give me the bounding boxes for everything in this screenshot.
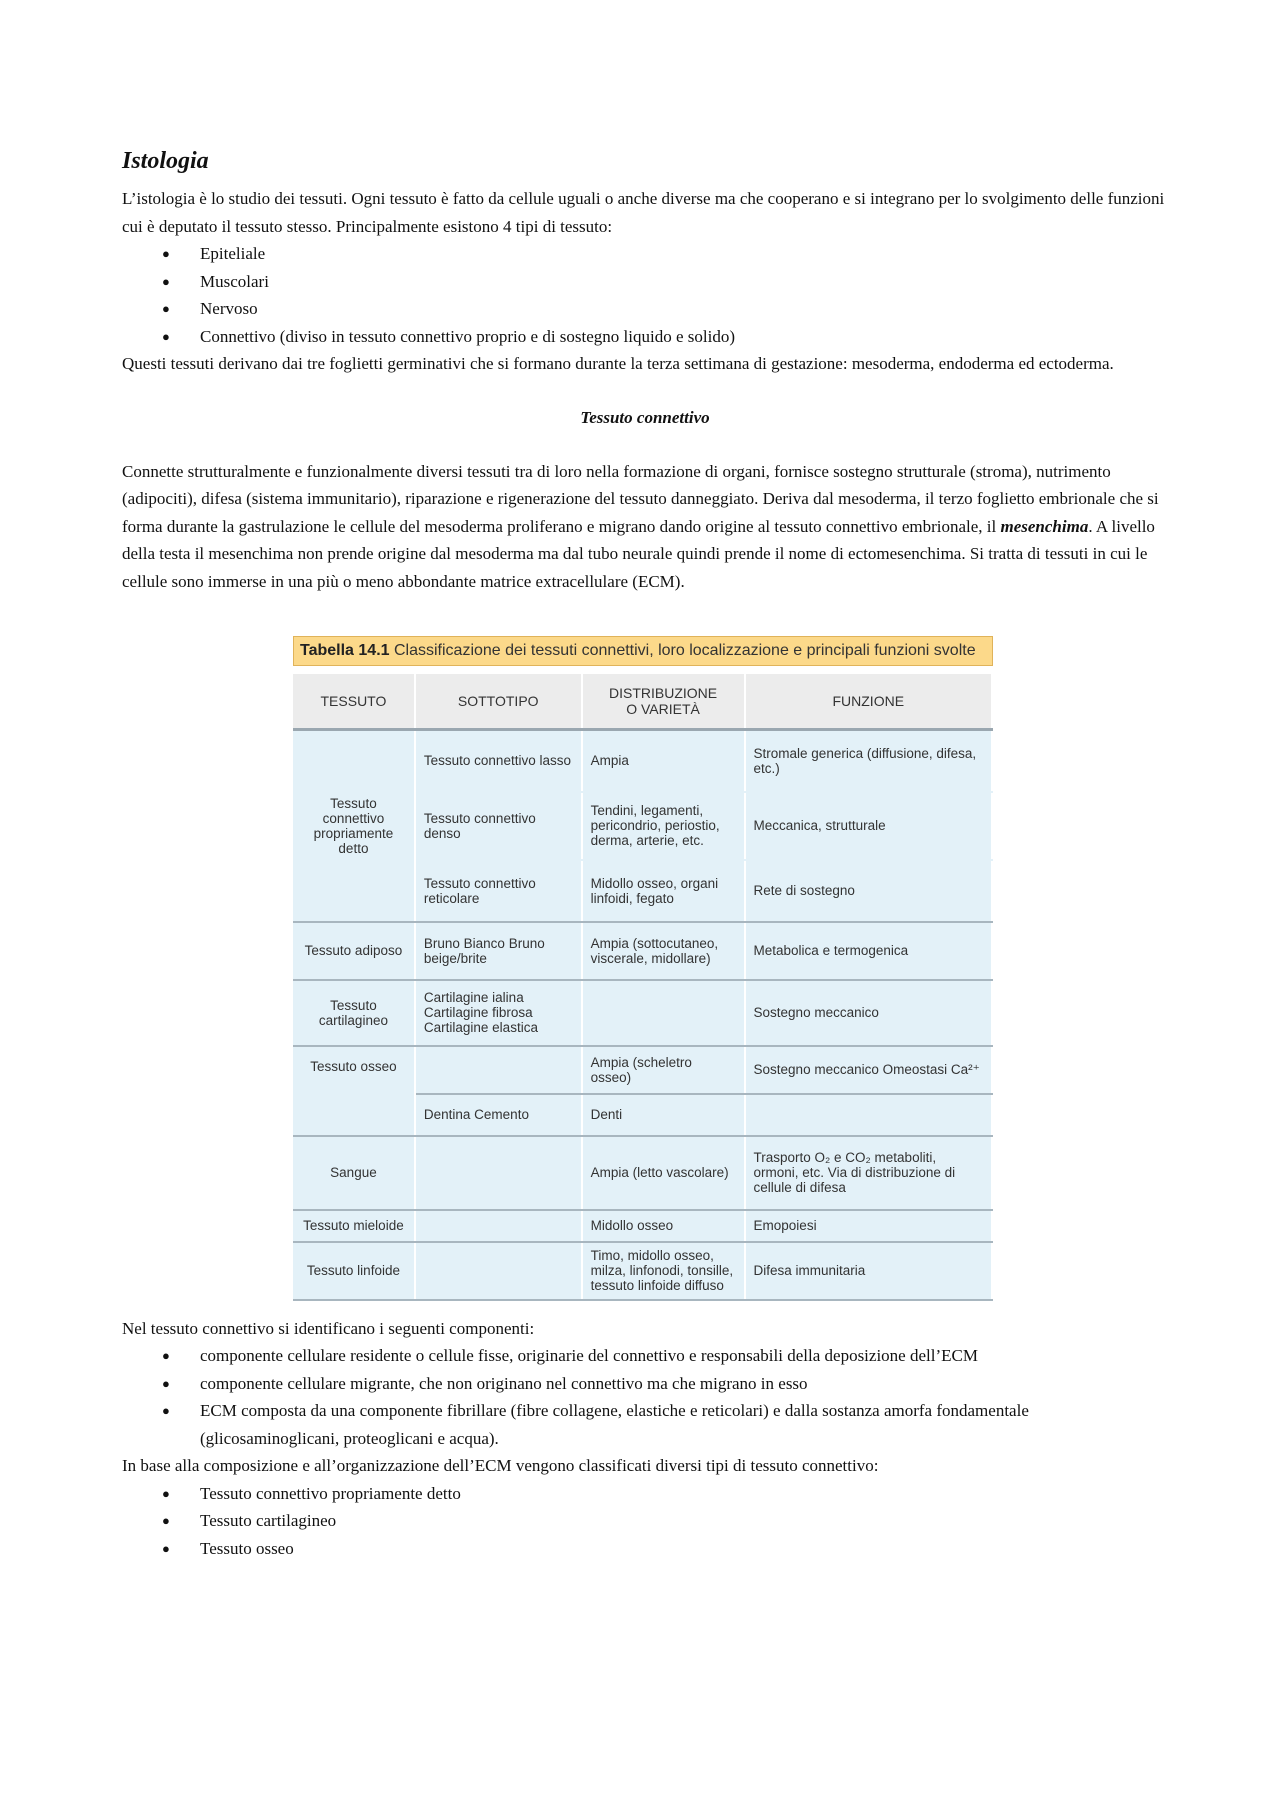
table-cell: Midollo osseo, organi linfoidi, fegato bbox=[582, 860, 745, 922]
connective-types-list bbox=[122, 1480, 1168, 1563]
table-row bbox=[293, 922, 992, 980]
section-title: Tessuto connettivo bbox=[580, 407, 710, 427]
table-cell bbox=[745, 1094, 992, 1136]
table-row bbox=[293, 1210, 992, 1242]
bullet-icon: ● bbox=[162, 328, 170, 344]
table-cell bbox=[415, 1046, 582, 1094]
list-item: ● Muscolari bbox=[122, 268, 1168, 296]
table-cell: Trasporto O₂ e CO₂ metaboliti, ormoni, etc. Via di distribuzione di cellule di difesa bbox=[745, 1136, 992, 1210]
table-cell: Tessuto connettivo denso bbox=[415, 792, 582, 860]
tissue-types-list bbox=[122, 240, 1168, 350]
table-cell bbox=[415, 1210, 582, 1242]
header-sottotipo: SOTTOTIPO bbox=[415, 674, 582, 730]
table-cell: Ampia bbox=[582, 730, 745, 792]
table-cell: Stromale generica (diffusione, difesa, etc.) bbox=[745, 730, 992, 792]
list-item: ● Tessuto connettivo propriamente detto bbox=[122, 1480, 1168, 1508]
intro-after-paragraph: Questi tessuti derivano dai tre foglietti germinativi che si formano durante la terza settimana di gestazione: mesoderma, endoderma ed ectoderma. bbox=[122, 354, 1114, 373]
table-row bbox=[293, 1242, 992, 1300]
list-item: ● Connettivo (diviso in tessuto connettivo proprio e di sostegno liquido e solido) bbox=[122, 323, 1168, 351]
list-item: ● componente cellulare migrante, che non originano nel connettivo ma che migrano in esso bbox=[122, 1370, 1168, 1398]
table-row bbox=[293, 730, 992, 792]
table-cell: Tessuto connettivo lasso bbox=[415, 730, 582, 792]
bullet-icon: ● bbox=[162, 1375, 170, 1391]
list-item: ● componente cellulare residente o cellule fisse, originarie del connettivo e responsabili della deposizione dell’ECM bbox=[122, 1342, 1168, 1370]
list-item: ● Tessuto osseo bbox=[122, 1535, 1168, 1563]
table-cell bbox=[415, 1136, 582, 1210]
list-item: ● Epiteliale bbox=[122, 240, 1168, 268]
table-cell: Tessuto adiposo bbox=[293, 922, 415, 980]
table-cell: Tendini, legamenti, pericondrio, periostio, derma, arterie, etc. bbox=[582, 792, 745, 860]
table-header-row bbox=[293, 674, 992, 730]
bullet-icon: ● bbox=[162, 246, 170, 261]
components-list bbox=[122, 1342, 1168, 1452]
table-cell: Sostegno meccanico bbox=[745, 980, 992, 1046]
table-row bbox=[293, 980, 992, 1046]
bullet-icon: ● bbox=[162, 1348, 170, 1363]
table-cell bbox=[582, 980, 745, 1046]
term-mesenchima: mesenchima bbox=[1000, 516, 1089, 536]
table-cell: Tessuto connettivo reticolare bbox=[415, 860, 582, 922]
table-cell bbox=[415, 1242, 582, 1300]
table-caption: Tabella 14.1 Classificazione dei tessuti connettivi, loro localizzazione e principali funzioni svolte bbox=[293, 636, 993, 666]
bullet-icon: ● bbox=[162, 1513, 170, 1528]
table-cell: Dentina Cemento bbox=[415, 1094, 582, 1136]
page-title: Istologia bbox=[122, 148, 209, 174]
table-cell: Rete di sostegno bbox=[745, 860, 992, 922]
table-cell: Ampia (sottocutaneo, viscerale, midollare) bbox=[582, 922, 745, 980]
table-cell: Sangue bbox=[293, 1136, 415, 1210]
classification-table-figure bbox=[293, 636, 993, 1301]
bullet-icon: ● bbox=[162, 1403, 170, 1418]
components-intro: Nel tessuto connettivo si identificano i seguenti componenti: bbox=[122, 1318, 535, 1338]
table-cell: Difesa immunitaria bbox=[745, 1242, 992, 1300]
table-cell: Tessuto mieloide bbox=[293, 1210, 415, 1242]
table-cell: Bruno Bianco Bruno beige/brite bbox=[415, 922, 582, 980]
table-cell: Tessuto osseo bbox=[293, 1046, 415, 1136]
section-paragraph: Connette strutturalmente e funzionalmente diversi tessuti tra di loro nella formazione di organi, fornisce sostegno strutturale (stroma), nutrimento (adipociti), difesa (sistema immunitario), riparazione e rigenerazione del tessuto danneggiato. Deriva dal mesoderma, il terzo foglietto embrionale che si forma durante la gastrulazione le cellule del mesoderma proliferano e migrano dando origine al tessuto connettivo embrionale, il mesenchima. A livello della testa il mesenchima non prende origine dal mesoderma ma dal tubo neurale quindi prende il nome di ectomesenchima. Si tratta di tessuti in cui le cellule sono immerse in una più o meno abbondante matrice extracellulare (ECM). bbox=[122, 461, 1159, 591]
table-cell: Cartilagine ialina Cartilagine fibrosa Cartilagine elastica bbox=[415, 980, 582, 1046]
table-cell: Metabolica e termogenica bbox=[745, 922, 992, 980]
table-cell: Tessuto linfoide bbox=[293, 1242, 415, 1300]
bullet-icon: ● bbox=[162, 301, 170, 316]
bullet-icon: ● bbox=[162, 1485, 170, 1501]
table-cell: Emopoiesi bbox=[745, 1210, 992, 1242]
bullet-icon: ● bbox=[162, 1540, 170, 1556]
table-cell: Midollo osseo bbox=[582, 1210, 745, 1242]
table-cell: Tessuto cartilagineo bbox=[293, 980, 415, 1046]
header-tessuto: TESSUTO bbox=[293, 674, 415, 730]
table-cell: Tessuto connettivo propriamente detto bbox=[293, 730, 415, 922]
table-cell: Sostegno meccanico Omeostasi Ca²⁺ bbox=[745, 1046, 992, 1094]
table-cell: Ampia (scheletro osseo) bbox=[582, 1046, 745, 1094]
list-item: ● ECM composta da una componente fibrillare (fibre collagene, elastiche e reticolari) e dalla sostanza amorfa fondamentale (glicosaminoglicani, proteoglicani e acqua). bbox=[122, 1397, 1168, 1452]
table-row bbox=[293, 1136, 992, 1210]
table-cell: Denti bbox=[582, 1094, 745, 1136]
table-cell: Meccanica, strutturale bbox=[745, 792, 992, 860]
header-funzione: FUNZIONE bbox=[745, 674, 992, 730]
table-row bbox=[293, 1046, 992, 1094]
table-cell: Timo, midollo osseo, milza, linfonodi, tonsille, tessuto linfoide diffuso bbox=[582, 1242, 745, 1300]
classification-table bbox=[293, 674, 993, 1301]
document-page bbox=[122, 148, 1168, 1562]
intro-paragraph: L’istologia è lo studio dei tessuti. Ogni tessuto è fatto da cellule uguali o anche diverse ma che cooperano e si integrano per lo svolgimento delle funzioni cui è deputato il tessuto stesso. Principalmente esistono 4 tipi di tessuto: bbox=[122, 189, 1165, 236]
classification-intro: In base alla composizione e all’organizzazione dell’ECM vengono classificati diversi tipi di tessuto connettivo: bbox=[122, 1456, 879, 1475]
table-cell: Ampia (letto vascolare) bbox=[582, 1136, 745, 1210]
list-item: ● Nervoso bbox=[122, 295, 1168, 323]
header-distribuzione: DISTRIBUZIONE O VARIETÀ bbox=[582, 674, 745, 730]
list-item: ● Tessuto cartilagineo bbox=[122, 1507, 1168, 1535]
bullet-icon: ● bbox=[162, 273, 170, 289]
